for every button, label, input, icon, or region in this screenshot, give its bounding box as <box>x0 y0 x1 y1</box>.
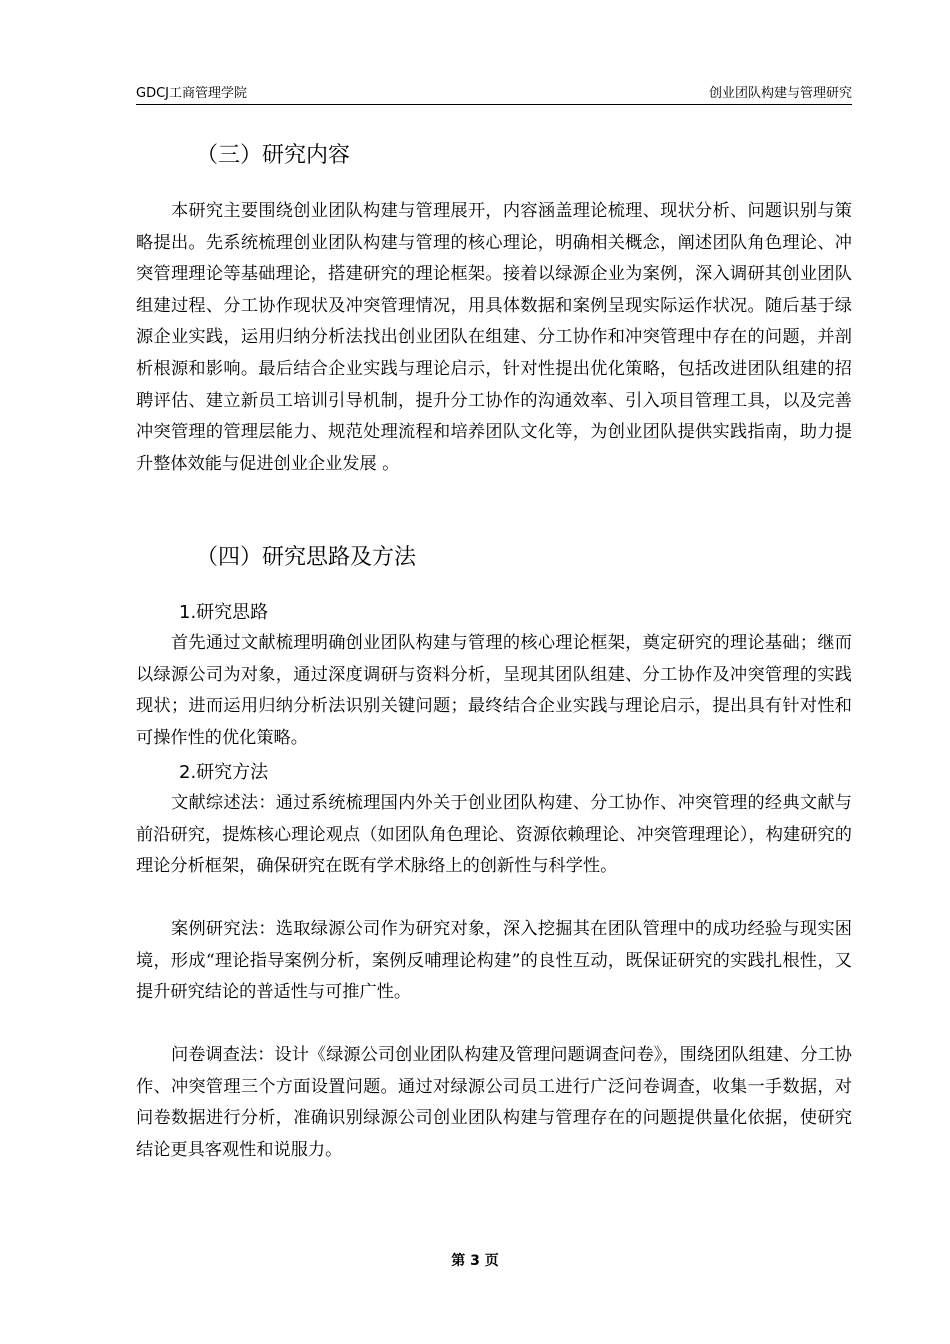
page-header <box>136 78 852 105</box>
header-title: 创业团队构建与管理研究 <box>708 86 852 101</box>
subheading-research-methods: 2.研究方法 <box>179 762 269 783</box>
header-school: GDCJ工商管理学院 <box>136 86 247 101</box>
section-heading-research-approach: （四）研究思路及方法 <box>196 545 417 570</box>
paragraph-research-content: 本研究主要围绕创业团队构建与管理展开，内容涵盖理论梳理、现状分析、问题识别与策略提出。先系统梳理创业团队构建与管理的核心理论，明确相关概念，阐述团队角色理论、冲突管理理论等基础理论，搭建研究的理论框架。接着以绿源企业为案例，深入调研其创业团队组建过程、分工协作现状及冲突管理情况，用具体数据和案例呈现实际运作状况。随后基于绿源企业实践，运用归纳分析法找出创业团队在组建、分工协作和冲突管理中存在的问题，并剖析根源和影响。最后结合企业实践与理论启示，针对性提出优化策略，包括改进团队组建的招聘评估、建立新员工培训引导机制，提升分工协作的沟通效率、引入项目管理工具，以及完善冲突管理的管理层能力、规范处理流程和培养团队文化等，为创业团队提供实践指南，助力提升整体效能与促进创业企业发展 。 <box>136 201 852 474</box>
page-number: 第 3 页 <box>451 1253 499 1269</box>
paragraph-questionnaire: 问卷调查法：设计《绿源公司创业团队构建及管理问题调查问卷》，围绕团队组建、分工协作、冲突管理三个方面设置问题。通过对绿源公司员工进行广泛问卷调查，收集一手数据，对问卷数据进行分析，准确识别绿源公司创业团队构建与管理存在的问题提供量化依据，使研究结论更具客观性和说服力。 <box>136 1045 852 1160</box>
paragraph-literature-review: 文献综述法：通过系统梳理国内外关于创业团队构建、分工协作、冲突管理的经典文献与前沿研究，提炼核心理论观点（如团队角色理论、资源依赖理论、冲突管理理论），构建研究的理论分析框架，确保研究在既有学术脉络上的创新性与科学性。 <box>136 793 852 877</box>
subheading-research-approach: 1.研究思路 <box>179 602 269 623</box>
paragraph-research-approach: 首先通过文献梳理明确创业团队构建与管理的核心理论框架，奠定研究的理论基础；继而以绿源公司为对象，通过深度调研与资料分析，呈现其团队组建、分工协作及冲突管理的实践现状；进而运用归纳分析法识别关键问题；最终结合企业实践与理论启示，提出具有针对性和可操作性的优化策略。 <box>136 633 852 748</box>
section-heading-research-content: （三）研究内容 <box>196 143 351 168</box>
paragraph-case-study: 案例研究法：选取绿源公司作为研究对象，深入挖掘其在团队管理中的成功经验与现实困境，形成“理论指导案例分析，案例反哺理论构建”的良性互动，既保证研究的实践扎根性，又提升研究结论的普适性与可推广性。 <box>136 919 852 1003</box>
